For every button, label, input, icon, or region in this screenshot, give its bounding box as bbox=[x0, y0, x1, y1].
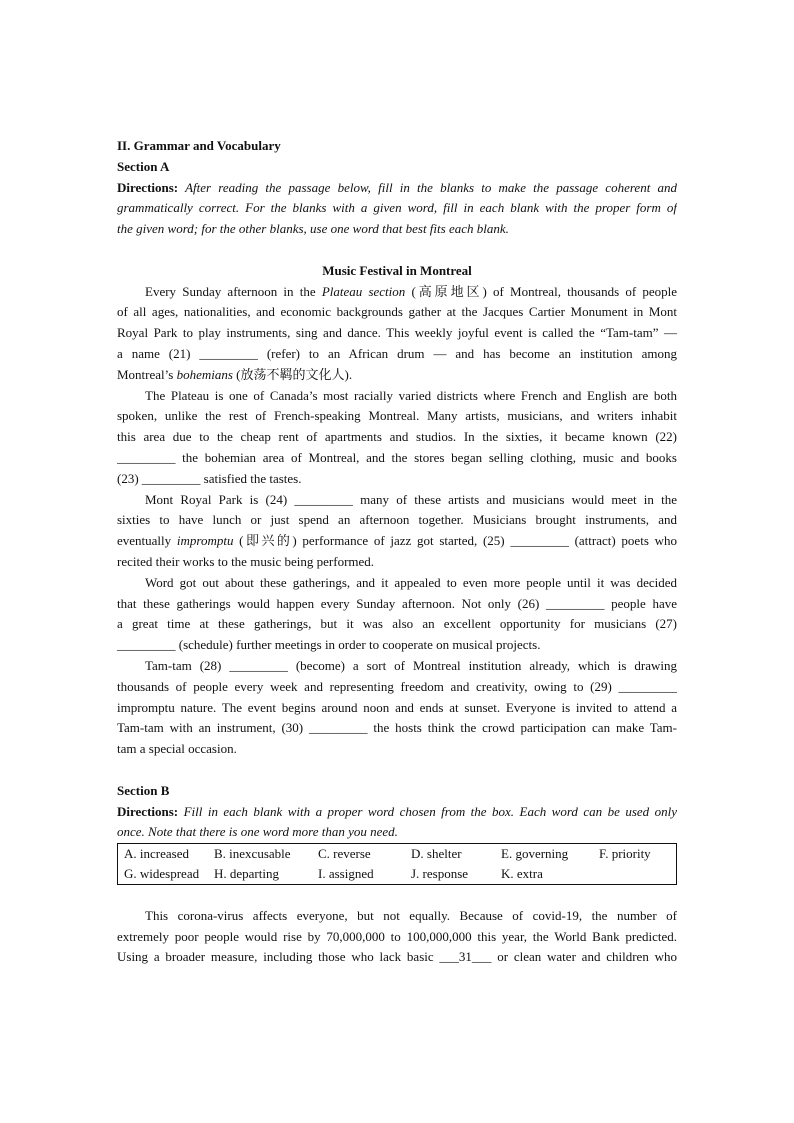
directions-line bbox=[117, 802, 677, 823]
passage-text: of all ages, nationalities, and economic backgrounds gather at the Jacques Cartier Monument in Mont bbox=[117, 304, 677, 320]
word-option: D. shelter bbox=[411, 846, 462, 862]
passage-line bbox=[117, 510, 677, 531]
passage-text: Tam-tam (28) _________ (become) a sort of Montreal institution already, which is drawing bbox=[145, 657, 677, 673]
passage-line bbox=[117, 947, 677, 968]
word-option: K. extra bbox=[501, 866, 543, 882]
passage-line bbox=[117, 323, 677, 344]
passage-text: thousands of people every week and representing freedom and creativity, owing to (29) _________ bbox=[117, 678, 677, 694]
passage-b bbox=[117, 906, 677, 968]
passage-text: Word got out about these gatherings, and it appealed to even more people until it was decided bbox=[145, 574, 677, 590]
italic-term: impromptu bbox=[176, 533, 234, 549]
passage-text: this area due to the cheap rent of apartments and studios. In the sixties, it became known (22) bbox=[117, 429, 677, 445]
passage-line bbox=[117, 469, 677, 490]
passage-line bbox=[117, 635, 677, 656]
passage-text: a great time at these gatherings, but it was also an excellent opportunity for musicians (27) bbox=[117, 616, 677, 632]
passage-line bbox=[117, 552, 677, 573]
word-option: F. priority bbox=[599, 846, 651, 862]
word-option bbox=[593, 864, 677, 885]
passage-line bbox=[117, 594, 677, 615]
italic-term: Plateau section bbox=[321, 283, 406, 299]
passage-text: Royal Park to play instruments, sing and dance. This weekly joyful event is called the “Tam-tam” — bbox=[117, 325, 677, 341]
passage-line bbox=[117, 573, 677, 594]
passage-text: Using a broader measure, including those who lack basic ___31___ or clean water and children who bbox=[117, 949, 677, 965]
passage-text: spoken, unlike the rest of French-speaking Montreal. Many artists, musicians, and writers inhabit bbox=[117, 408, 677, 424]
passage-line bbox=[117, 448, 677, 469]
directions-line: the given word; for the other blanks, use one word that best fits each blank. bbox=[117, 221, 509, 237]
passage-text: tam a special occasion. bbox=[117, 741, 237, 757]
passage-text: recited their works to the music being performed. bbox=[117, 553, 375, 569]
passage-line bbox=[117, 698, 677, 719]
passage-line bbox=[117, 614, 677, 635]
passage-text: This corona-virus affects everyone, but not equally. Because of covid-19, the number of bbox=[145, 907, 677, 923]
passage-line bbox=[117, 718, 677, 739]
passage-line bbox=[117, 282, 677, 303]
word-box-row bbox=[118, 864, 677, 885]
directions-line: grammatically correct. For the blanks with a given word, fill in each blank with the proper form of bbox=[117, 200, 677, 216]
passage-line bbox=[117, 677, 677, 698]
passage-text: sixties to have lunch or just spend an afternoon together. Musicians brought instruments, and bbox=[117, 512, 677, 528]
passage-line bbox=[117, 406, 677, 427]
part-title: II. Grammar and Vocabulary bbox=[117, 138, 281, 153]
passage-text: that these gatherings would happen every Sunday afternoon. Not only (26) _________ people have bbox=[117, 595, 677, 611]
word-option: G. widespread bbox=[124, 866, 200, 882]
word-option: C. reverse bbox=[318, 846, 371, 862]
passage-line bbox=[117, 656, 677, 677]
passage-text: Mont Royal Park is (24) _________ many of these artists and musicians would meet in the bbox=[145, 491, 677, 507]
passage-text: (23) _________ satisfied the tastes. bbox=[117, 470, 302, 486]
passage-text: _________ (schedule) further meetings in order to cooperate on musical projects. bbox=[117, 637, 541, 653]
passage-text: (高原地区) of Montreal, thousands of people bbox=[405, 283, 677, 299]
passage-line bbox=[117, 927, 677, 948]
passage-text: impromptu nature. The event begins around noon and ends at sunset. Everyone is invited to attend a bbox=[117, 699, 677, 715]
word-box bbox=[117, 843, 677, 885]
directions-line: once. Note that there is one word more than you need. bbox=[117, 824, 398, 840]
word-option: E. governing bbox=[501, 846, 569, 862]
word-box-row bbox=[118, 844, 677, 865]
directions-label: Directions: bbox=[117, 803, 179, 819]
word-option: A. increased bbox=[124, 846, 189, 862]
directions-text: After reading the passage below, fill in the blanks to make the passage coherent and bbox=[178, 179, 677, 195]
section-a-heading: Section A bbox=[117, 158, 170, 174]
passage-line bbox=[117, 906, 677, 927]
passage-line bbox=[117, 490, 677, 511]
section-a-directions bbox=[117, 178, 677, 240]
passage-text: The Plateau is one of Canada’s most racially varied districts where French and English are both bbox=[145, 387, 677, 403]
passage-line bbox=[117, 427, 677, 448]
passage-text: Every Sunday afternoon in the bbox=[145, 283, 322, 299]
directions-line bbox=[117, 178, 677, 199]
passage-text: Montreal’s bbox=[117, 366, 177, 382]
passage-line bbox=[117, 365, 677, 386]
passage-text: (即兴的) performance of jazz got started, (25) _________ (attract) poets who bbox=[233, 533, 677, 549]
passage-text: a name (21) _________ (refer) to an African drum — and has become an institution among bbox=[117, 345, 677, 361]
passage-text: (放荡不羁的文化人). bbox=[232, 366, 353, 382]
section-b-directions bbox=[117, 802, 677, 844]
passage-text: eventually bbox=[117, 533, 177, 549]
word-option: B. inexcusable bbox=[214, 846, 291, 862]
passage-text: _________ the bohemian area of Montreal, and the stores began selling clothing, music and books bbox=[117, 449, 677, 465]
directions-text: Fill in each blank with a proper word chosen from the box. Each word can be used only bbox=[178, 803, 677, 819]
worksheet-page bbox=[117, 136, 677, 968]
passage-line bbox=[117, 739, 677, 760]
passage-line bbox=[117, 386, 677, 407]
passage-line bbox=[117, 531, 677, 552]
word-option: H. departing bbox=[214, 866, 279, 882]
passage-line bbox=[117, 302, 677, 323]
directions-label: Directions: bbox=[117, 179, 179, 195]
section-b-heading: Section B bbox=[117, 782, 170, 798]
passage-line bbox=[117, 344, 677, 365]
word-option: I. assigned bbox=[318, 866, 374, 882]
passage-title: Music Festival in Montreal bbox=[322, 262, 472, 278]
passage-text: extremely poor people would rise by 70,000,000 to 100,000,000 this year, the World Bank predicted. bbox=[117, 928, 677, 944]
passage-text: Tam-tam with an instrument, (30) _________ the hosts think the crowd participation can make Tam- bbox=[117, 720, 677, 736]
passage-a bbox=[117, 282, 677, 760]
italic-term: bohemians bbox=[176, 366, 233, 382]
word-option: J. response bbox=[411, 866, 469, 882]
